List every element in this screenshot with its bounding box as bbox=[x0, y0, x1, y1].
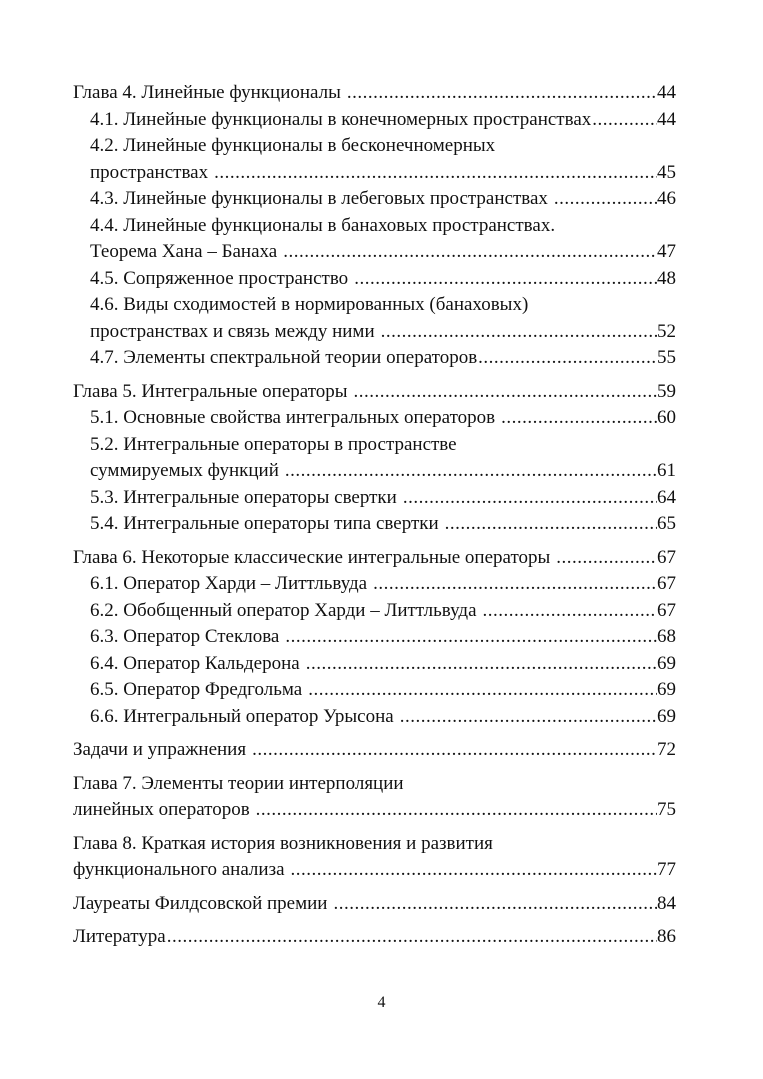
toc-chapter-line[interactable] bbox=[73, 924, 676, 951]
toc-dot-leader bbox=[592, 107, 657, 134]
toc-entry-title: 4.4. Линейные функционалы в банаховых пространствах. bbox=[90, 214, 556, 236]
toc-dot-leader bbox=[373, 571, 657, 598]
toc-chapter-line[interactable] bbox=[73, 737, 676, 764]
toc-entry-title: 6.4. Оператор Кальдерона bbox=[90, 652, 300, 674]
toc-entry-title: 4.7. Элементы спектральной теории операторов bbox=[90, 347, 478, 368]
toc-subsection-line[interactable] bbox=[73, 485, 676, 512]
toc-entry-title: 4.6. Виды сходимостей в нормированных (банаховых) bbox=[90, 294, 529, 315]
toc-dot-leader bbox=[400, 704, 657, 731]
toc-subsection-line[interactable] bbox=[73, 432, 676, 459]
toc-page-number: 52 bbox=[657, 320, 676, 342]
toc-page-number: 64 bbox=[657, 486, 676, 508]
toc-entry-title: линейных операторов bbox=[73, 799, 250, 820]
toc-entry-title: Глава 4. Линейные функционалы bbox=[73, 82, 341, 103]
toc-entry-title: 6.5. Оператор Фредгольма bbox=[90, 679, 303, 700]
toc-entry-title: 5.3. Интегральные операторы свертки bbox=[90, 486, 397, 508]
toc-subsection-line[interactable] bbox=[73, 624, 676, 651]
table-of-contents bbox=[73, 80, 676, 951]
toc-subsection-line[interactable] bbox=[73, 319, 676, 346]
toc-page-number: 67 bbox=[657, 599, 676, 621]
toc-chapter-line[interactable] bbox=[73, 797, 676, 824]
toc-entry-title: пространствах bbox=[90, 161, 209, 183]
toc-page-number: 48 bbox=[657, 267, 676, 289]
toc-entry-title: пространствах и связь между ними bbox=[90, 320, 375, 342]
toc-entry-title: Глава 8. Краткая история возникновения и развития bbox=[73, 832, 493, 854]
toc-entry-title: Литература bbox=[73, 926, 166, 947]
toc-entry-title: Глава 6. Некоторые классические интегральные операторы bbox=[73, 546, 551, 568]
toc-page-number: 75 bbox=[657, 799, 676, 820]
toc-chapter-line[interactable] bbox=[73, 891, 676, 918]
toc-dot-leader bbox=[403, 485, 657, 512]
toc-page-number: 69 bbox=[657, 679, 676, 700]
toc-dot-leader bbox=[354, 266, 657, 293]
toc-entry-title: Задачи и упражнения bbox=[73, 739, 247, 760]
toc-subsection-line[interactable] bbox=[73, 239, 676, 266]
toc-subsection-line[interactable] bbox=[73, 345, 676, 372]
toc-dot-leader bbox=[167, 924, 657, 951]
toc-entry-title: 5.1. Основные свойства интегральных операторов bbox=[90, 407, 496, 428]
toc-page-number: 67 bbox=[657, 573, 676, 594]
toc-dot-leader bbox=[347, 80, 657, 107]
toc-page-number: 69 bbox=[657, 652, 676, 674]
toc-entry-title: Глава 7. Элементы теории интерполяции bbox=[73, 772, 404, 794]
toc-dot-leader bbox=[256, 797, 657, 824]
toc-subsection-line[interactable] bbox=[73, 571, 676, 598]
toc-page-number: 86 bbox=[657, 926, 676, 947]
toc-dot-leader bbox=[285, 624, 657, 651]
toc-subsection-line[interactable] bbox=[73, 213, 676, 240]
toc-page-number: 67 bbox=[657, 546, 676, 568]
toc-entry-title: 4.1. Линейные функционалы в конечномерных пространствах bbox=[90, 108, 592, 130]
toc-entry-title: 4.2. Линейные функционалы в бесконечномерных bbox=[90, 135, 496, 156]
toc-subsection-line[interactable] bbox=[73, 704, 676, 731]
toc-dot-leader bbox=[306, 651, 657, 678]
toc-subsection-line[interactable] bbox=[73, 107, 676, 134]
toc-subsection-line[interactable] bbox=[73, 292, 676, 319]
toc-subsection-line[interactable] bbox=[73, 133, 676, 160]
toc-chapter-line[interactable] bbox=[73, 379, 676, 406]
toc-dot-leader bbox=[381, 319, 657, 346]
toc-page-number: 59 bbox=[657, 380, 676, 402]
toc-page-number: 60 bbox=[657, 407, 676, 428]
toc-dot-leader bbox=[354, 379, 657, 406]
toc-subsection-line[interactable] bbox=[73, 598, 676, 625]
toc-entry-title: 5.2. Интегральные операторы в пространстве bbox=[90, 433, 457, 455]
toc-entry-title: 6.6. Интегральный оператор Урысона bbox=[90, 705, 394, 727]
toc-entry-title: 6.1. Оператор Харди – Литтльвуда bbox=[90, 573, 368, 594]
toc-page-number: 45 bbox=[657, 161, 676, 183]
toc-entry-title: функционального анализа bbox=[73, 859, 285, 880]
toc-entry-title: Теорема Хана – Банаха bbox=[90, 241, 278, 262]
toc-entry-title: суммируемых функций bbox=[90, 460, 279, 481]
toc-entry-title: Глава 5. Интегральные операторы bbox=[73, 380, 348, 402]
toc-dot-leader bbox=[252, 737, 657, 764]
toc-dot-leader bbox=[214, 160, 657, 187]
toc-page-number: 65 bbox=[657, 513, 676, 534]
toc-chapter-line[interactable] bbox=[73, 771, 676, 798]
toc-entry-title: 6.3. Оператор Стеклова bbox=[90, 626, 280, 647]
toc-subsection-line[interactable] bbox=[73, 511, 676, 538]
toc-entry-title: 4.3. Линейные функционалы в лебеговых пространствах bbox=[90, 188, 548, 209]
toc-page-number: 46 bbox=[657, 188, 676, 209]
toc-page-number: 68 bbox=[657, 626, 676, 647]
toc-entry-title: 6.2. Обобщенный оператор Харди – Литтльвуда bbox=[90, 599, 477, 621]
toc-subsection-line[interactable] bbox=[73, 651, 676, 678]
toc-page-number: 44 bbox=[657, 82, 676, 103]
page-number: 4 bbox=[377, 994, 386, 1011]
toc-subsection-line[interactable] bbox=[73, 266, 676, 293]
toc-subsection-line[interactable] bbox=[73, 160, 676, 187]
toc-page-number: 61 bbox=[657, 460, 676, 481]
toc-dot-leader bbox=[556, 545, 657, 572]
toc-chapter-line[interactable] bbox=[73, 857, 676, 884]
toc-dot-leader bbox=[283, 239, 657, 266]
toc-dot-leader bbox=[501, 405, 657, 432]
toc-page-number: 84 bbox=[657, 892, 676, 914]
toc-dot-leader bbox=[291, 857, 657, 884]
toc-entry-title: 4.5. Сопряженное пространство bbox=[90, 267, 349, 289]
toc-page-number: 47 bbox=[657, 241, 676, 262]
toc-dot-leader bbox=[285, 458, 657, 485]
toc-subsection-line[interactable] bbox=[73, 677, 676, 704]
toc-page-number: 77 bbox=[657, 859, 676, 880]
toc-page-number: 72 bbox=[657, 739, 676, 760]
toc-subsection-line[interactable] bbox=[73, 405, 676, 432]
toc-dot-leader bbox=[308, 677, 657, 704]
toc-dot-leader bbox=[333, 891, 657, 918]
toc-chapter-line[interactable] bbox=[73, 80, 676, 107]
toc-dot-leader bbox=[478, 345, 657, 372]
toc-entry-title: 5.4. Интегральные операторы типа свертки bbox=[90, 513, 439, 534]
toc-chapter-line[interactable] bbox=[73, 831, 676, 858]
toc-chapter-line[interactable] bbox=[73, 545, 676, 572]
toc-dot-leader bbox=[554, 186, 657, 213]
toc-subsection-line[interactable] bbox=[73, 458, 676, 485]
toc-page-number: 55 bbox=[657, 347, 676, 368]
toc-dot-leader bbox=[445, 511, 657, 538]
toc-page-number: 69 bbox=[657, 705, 676, 727]
toc-entry-title: Лауреаты Филдсовской премии bbox=[73, 892, 328, 914]
toc-dot-leader bbox=[483, 598, 657, 625]
toc-page-number: 44 bbox=[657, 108, 676, 130]
toc-subsection-line[interactable] bbox=[73, 186, 676, 213]
